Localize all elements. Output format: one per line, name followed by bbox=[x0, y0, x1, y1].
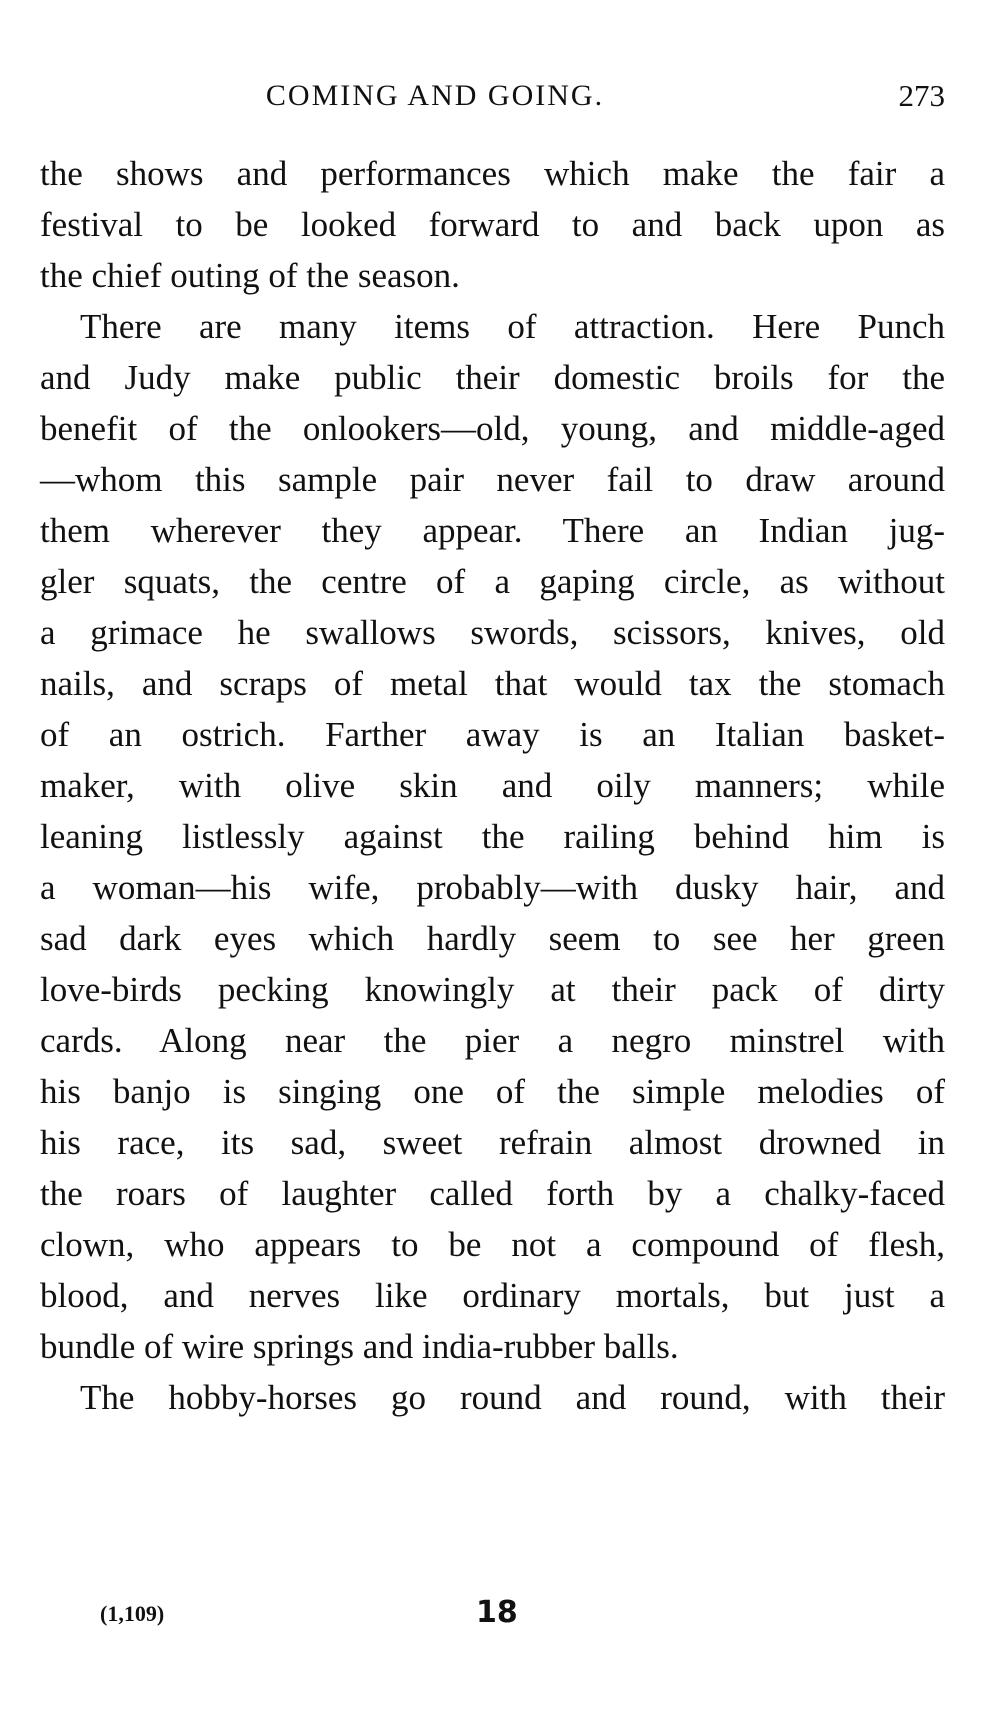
text-line: the chief outing of the season. bbox=[40, 256, 460, 295]
text-line: blood, and nerves like ordinary mortals, but just a bbox=[40, 1276, 945, 1315]
text-line: a grimace he swallows swords, scissors, knives, old bbox=[40, 613, 945, 652]
text-line: his race, its sad, sweet refrain almost drowned in bbox=[40, 1123, 945, 1162]
text-line: a woman—his wife, probably—with dusky hair, and bbox=[40, 868, 945, 907]
page-footer bbox=[100, 1595, 600, 1635]
text-line: leaning listlessly against the railing behind him is bbox=[40, 817, 945, 856]
text-line: the roars of laughter called forth by a chalky-faced bbox=[40, 1174, 945, 1213]
paragraph-1 bbox=[40, 148, 945, 301]
text-line: his banjo is singing one of the simple melodies of bbox=[40, 1072, 945, 1111]
text-line: them wherever they appear. There an Indian jug- bbox=[40, 511, 945, 550]
text-line: of an ostrich. Farther away is an Italian basket- bbox=[40, 715, 945, 754]
text-line: gler squats, the centre of a gaping circle, as without bbox=[40, 562, 945, 601]
text-line: sad dark eyes which hardly seem to see her green bbox=[40, 919, 945, 958]
signature-number: 18 bbox=[476, 1595, 518, 1630]
page-header bbox=[40, 76, 945, 116]
text-line: There are many items of attraction. Here Punch bbox=[80, 307, 945, 346]
text-line: bundle of wire springs and india-rubber balls. bbox=[40, 1327, 679, 1366]
text-line: maker, with olive skin and oily manners; while bbox=[40, 766, 945, 805]
text-line: festival to be looked forward to and back upon as bbox=[40, 205, 945, 244]
text-line: —whom this sample pair never fail to draw around bbox=[40, 460, 945, 499]
text-line: cards. Along near the pier a negro minstrel with bbox=[40, 1021, 945, 1060]
text-line: The hobby-horses go round and round, with their bbox=[80, 1378, 945, 1417]
text-line: the shows and performances which make the fair a bbox=[40, 154, 945, 193]
text-line: love-birds pecking knowingly at their pack of dirty bbox=[40, 970, 945, 1009]
page-number: 273 bbox=[898, 78, 945, 113]
signature-code: (1,109) bbox=[100, 1601, 165, 1626]
text-line: clown, who appears to be not a compound of flesh, bbox=[40, 1225, 945, 1264]
text-line: nails, and scraps of metal that would tax the stomach bbox=[40, 664, 945, 703]
body-text bbox=[40, 148, 945, 1423]
running-title: COMING AND GOING. bbox=[265, 79, 605, 112]
paragraph-3 bbox=[40, 1372, 945, 1423]
paragraph-2 bbox=[40, 301, 945, 1372]
text-line: benefit of the onlookers—old, young, and middle-aged bbox=[40, 409, 945, 448]
text-line: and Judy make public their domestic broils for the bbox=[40, 358, 945, 397]
